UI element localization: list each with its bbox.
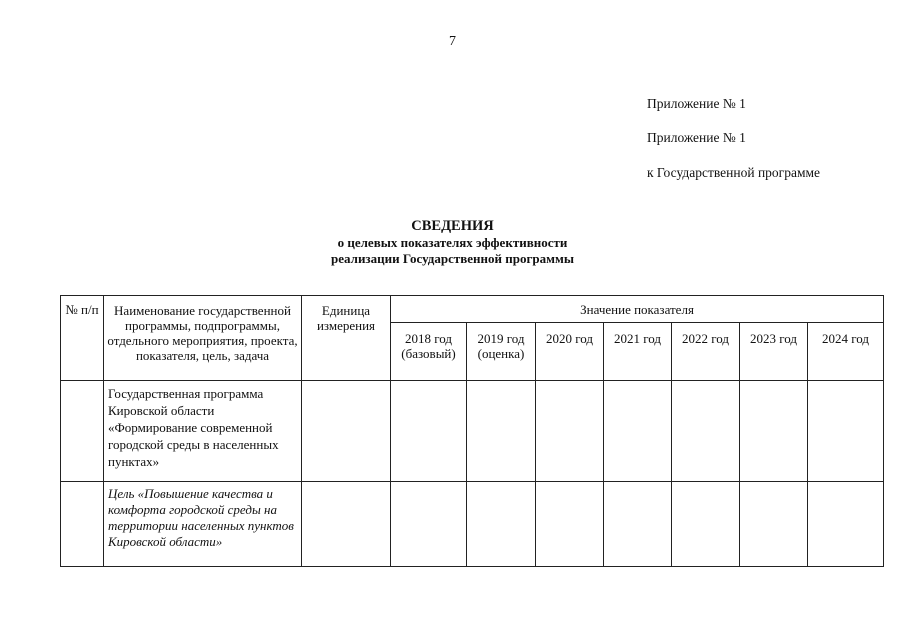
indicators-table — [60, 295, 884, 567]
cell-value — [391, 482, 467, 567]
header-year: 2019 год (оценка) — [467, 323, 536, 381]
cell-value — [467, 482, 536, 567]
title-line-2: о целевых показателях эффективности — [337, 235, 568, 250]
cell-number — [61, 482, 104, 567]
document-title — [0, 218, 905, 267]
title-main: СВЕДЕНИЯ — [411, 218, 494, 234]
cell-value — [391, 381, 467, 482]
title-line-3: реализации Государственной программы — [331, 251, 574, 266]
table-row-program — [61, 381, 884, 482]
header-year: 2020 год — [536, 323, 604, 381]
cell-value — [808, 381, 884, 482]
cell-value — [672, 482, 740, 567]
header-number: № п/п — [61, 296, 104, 381]
header-year: 2018 год (базовый) — [391, 323, 467, 381]
header-year: 2022 год — [672, 323, 740, 381]
page-number: 7 — [449, 34, 456, 49]
appendix-line-1: Приложение № 1 — [647, 96, 746, 111]
header-row-1 — [61, 296, 884, 323]
cell-program-name: Государственная программа Кировской области «Формирование современной городской среды в населенных пунктах» — [104, 381, 302, 482]
appendix-line-2: Приложение № 1 — [647, 130, 746, 145]
cell-value — [536, 482, 604, 567]
cell-value — [740, 381, 808, 482]
cell-value — [808, 482, 884, 567]
header-indicator-value: Значение показателя — [391, 296, 884, 323]
cell-unit — [302, 381, 391, 482]
cell-unit — [302, 482, 391, 567]
cell-value — [604, 381, 672, 482]
cell-value — [604, 482, 672, 567]
cell-value — [467, 381, 536, 482]
cell-value — [536, 381, 604, 482]
appendix-line-3: к Государственной программе — [647, 165, 821, 180]
cell-value — [672, 381, 740, 482]
header-year: 2023 год — [740, 323, 808, 381]
header-unit: Единица измерения — [302, 296, 391, 381]
header-year: 2021 год — [604, 323, 672, 381]
cell-goal-name: Цель «Повышение качества и комфорта городской среды на территории населенных пунктов Кировской области» — [104, 482, 302, 567]
header-year: 2024 год — [808, 323, 884, 381]
header-name: Наименование государственной программы, подпрограммы, отдельного мероприятия, проекта, показателя, цель, задача — [104, 296, 302, 381]
cell-number — [61, 381, 104, 482]
cell-value — [740, 482, 808, 567]
table-row-goal — [61, 482, 884, 567]
